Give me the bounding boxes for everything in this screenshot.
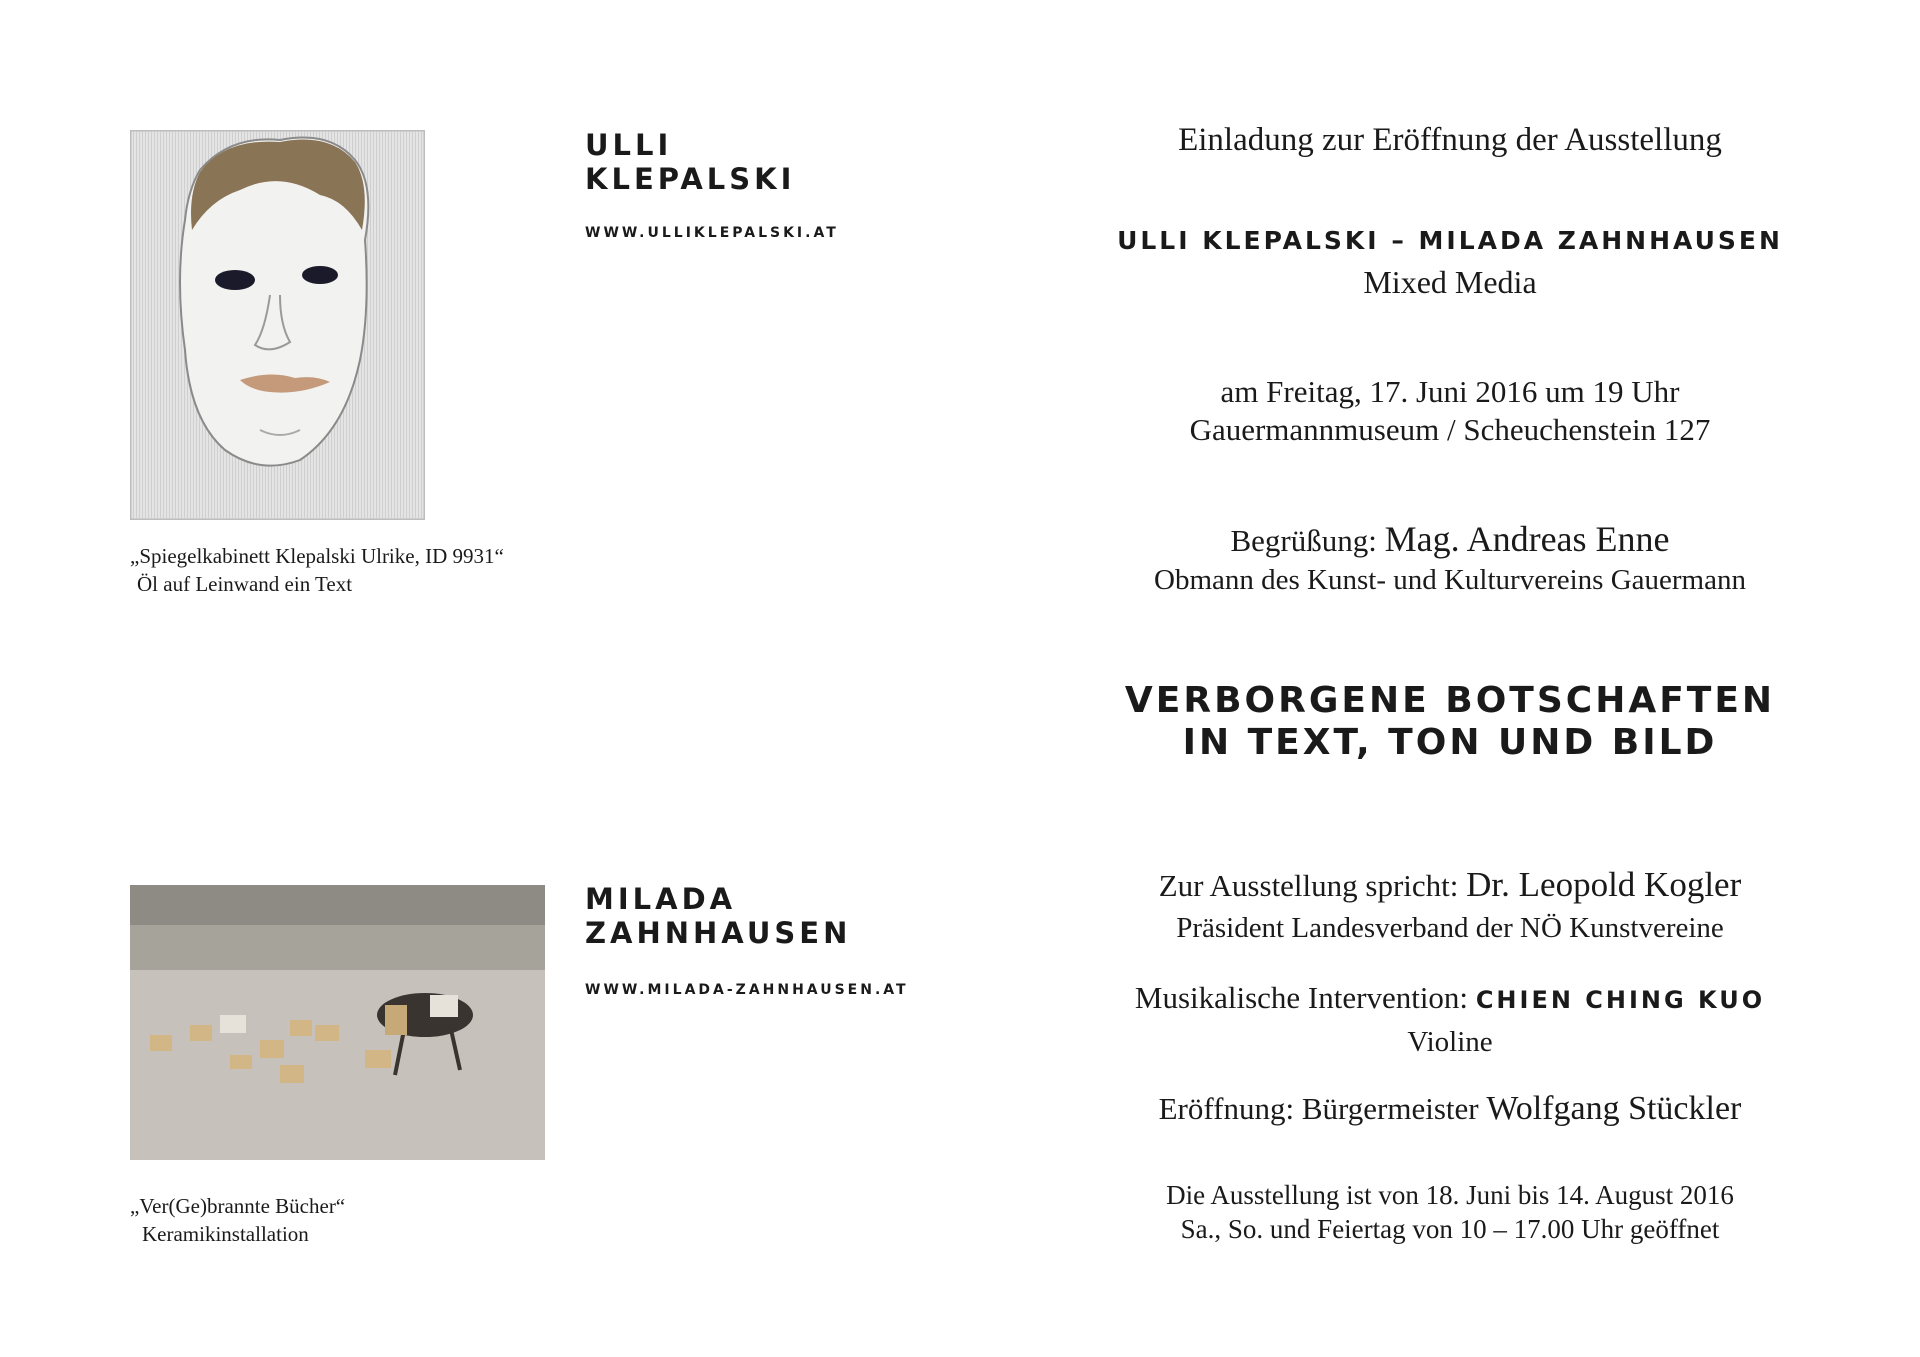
- speaker-line: [1080, 865, 1820, 905]
- speaker-name: Dr. Leopold Kogler: [1466, 865, 1742, 904]
- music-instrument: Violine: [1407, 1026, 1493, 1058]
- artwork2-caption-title: „Ver(Ge)brannte Bücher“: [130, 1194, 346, 1218]
- exhibition-title-line1: VERBORGENE BOTSCHAFTEN: [1124, 680, 1776, 721]
- welcome-role: Obmann des Kunst- und Kulturvereins Gauermann: [1154, 564, 1746, 596]
- exhibition-hours: Sa., So. und Feiertag von 10 – 17.00 Uhr geöffnet: [1180, 1214, 1720, 1244]
- invitation-intro: Einladung zur Eröffnung der Ausstellung: [1178, 122, 1722, 158]
- exhibition-artists: ULLI KLEPALSKI – MILADA ZAHNHAUSEN: [1117, 226, 1783, 255]
- artwork-portrait-image: [130, 130, 425, 520]
- artist1-name-line2: KLEPALSKI: [585, 162, 796, 196]
- artist2-name: [585, 882, 851, 950]
- speaker-role: Präsident Landesverband der NÖ Kunstvereine: [1176, 912, 1724, 944]
- opening-name: Wolfgang Stückler: [1486, 1090, 1742, 1127]
- artwork1-caption-medium: Öl auf Leinwand ein Text: [137, 572, 353, 596]
- artist1-name-line1: ULLI: [585, 128, 673, 162]
- artwork1-caption-title: „Spiegelkabinett Klepalski Ulrike, ID 9931“: [130, 544, 504, 568]
- artist1-url[interactable]: WWW.ULLIKLEPALSKI.AT: [585, 225, 839, 241]
- exhibition-date: am Freitag, 17. Juni 2016 um 19 Uhr: [1220, 374, 1680, 409]
- music-line: [1080, 980, 1820, 1016]
- welcome-label: Begrüßung:: [1230, 523, 1377, 558]
- artwork-installation-image: [130, 885, 545, 1160]
- artist2-name-line2: ZAHNHAUSEN: [585, 916, 852, 950]
- exhibition-title-line2: IN TEXT, TON UND BILD: [1182, 722, 1718, 763]
- opening-label: Eröffnung: Bürgermeister: [1158, 1091, 1479, 1126]
- welcome-name: Mag. Andreas Enne: [1384, 519, 1670, 559]
- artist1-name: [585, 128, 795, 196]
- artwork1-caption: [130, 542, 504, 598]
- exhibition-medium: Mixed Media: [1363, 264, 1537, 300]
- artwork2-caption: [130, 1192, 345, 1248]
- music-performer: CHIEN CHING KUO: [1475, 986, 1766, 1014]
- artwork2-caption-medium: Keramikinstallation: [142, 1222, 309, 1246]
- portrait-painting-graphic: [130, 130, 425, 520]
- speaker-label: Zur Ausstellung spricht:: [1158, 868, 1459, 903]
- music-label: Musikalische Intervention:: [1134, 980, 1469, 1015]
- exhibition-venue: Gauermannmuseum / Scheuchenstein 127: [1189, 412, 1711, 447]
- exhibition-period: Die Ausstellung ist von 18. Juni bis 14. August 2016: [1166, 1180, 1734, 1210]
- artist2-name-line1: MILADA: [585, 882, 737, 916]
- installation-photo-graphic: [130, 885, 545, 1160]
- artist2-url[interactable]: WWW.MILADA-ZAHNHAUSEN.AT: [585, 982, 909, 998]
- exhibition-title: [1080, 680, 1820, 764]
- opening-line: [1080, 1090, 1820, 1128]
- welcome-line: [1080, 518, 1820, 560]
